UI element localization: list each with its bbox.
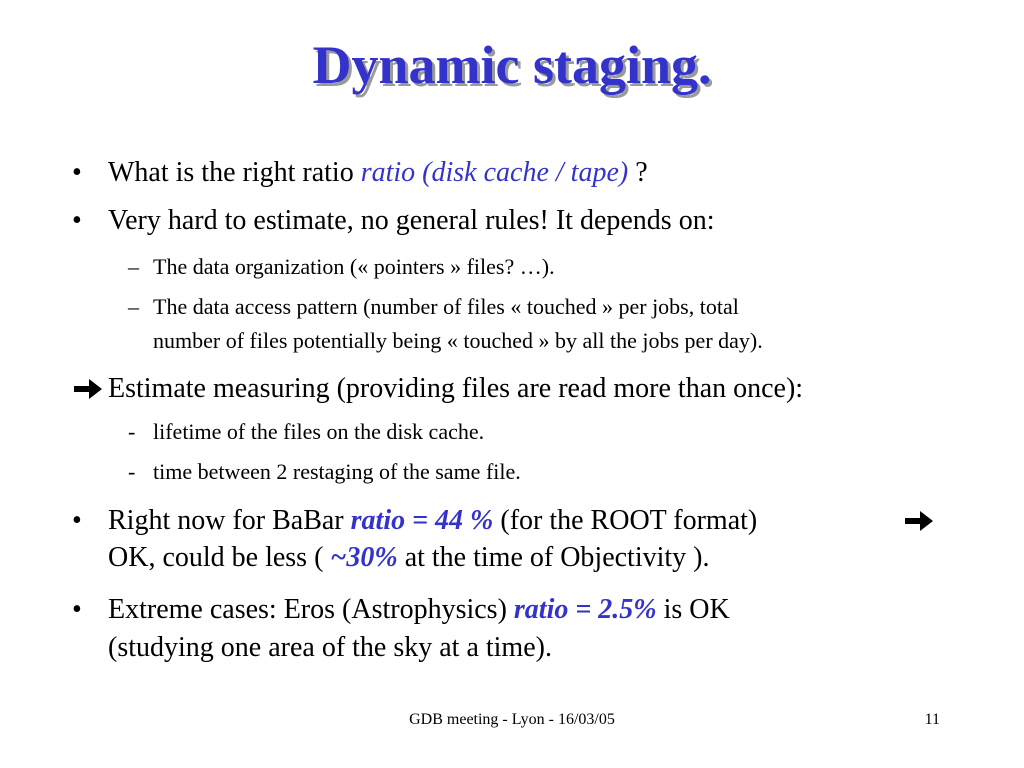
bullet-marker: • [72,594,82,625]
sub-bullet-marker: - [128,419,136,444]
page-number: 11 [924,711,940,728]
bullet-5-line-2: (studying one area of the sky at a time). [108,632,552,663]
bullet-2 [72,205,82,237]
bullet-4-line-2-tail: at the time of Objectivity ). [397,542,710,573]
bullet-1-text [108,157,648,189]
bullet-1-tail: ? [628,157,648,188]
sub-bullet-marker: - [128,459,136,484]
sub-bullet-2-2-line-2: number of files potentially being « touched » by all the jobs per day). [153,328,763,353]
bullet-3-text: Estimate measuring (providing files are read more than once): [108,373,804,404]
footer-text: GDB meeting - Lyon - 16/03/05 [409,711,615,728]
sub-bullet-3-1: lifetime of the files on the disk cache. [153,419,485,444]
bullet-4-mid: (for the ROOT format) [493,505,758,536]
bullet-marker: • [72,157,82,188]
bullet-5-emphasis: ratio = 2.5% [513,594,657,625]
bullet-2-text: Very hard to estimate, no general rules! It depends on: [108,205,715,236]
bullet-5-tail: is OK [656,594,730,625]
right-arrow-icon [905,510,933,532]
sub-bullet-3-2: time between 2 restaging of the same file. [153,459,521,484]
bullet-1-emphasis: ratio (disk cache / tape) [360,157,629,188]
bullet-4-line-2-lead: OK, could be less ( [108,542,331,573]
bullet-5-lead: Extreme cases: Eros (Astrophysics) [108,594,514,625]
right-arrow-icon [74,378,102,400]
bullet-4-lead: Right now for BaBar [108,505,351,536]
sub-bullet-marker: – [128,254,139,279]
sub-bullet-2-2-line-1: The data access pattern (number of files « touched » per jobs, total [153,294,739,319]
bullet-marker: • [72,205,82,236]
bullet-5-line-1 [108,594,730,626]
bullet-4-line-1 [108,505,757,537]
bullet-marker: • [72,505,82,536]
sub-bullet-marker: – [128,294,139,319]
bullet-4-line-2 [108,542,710,574]
slide-title: Dynamic staging. [312,35,712,95]
bullet-4-emphasis: ratio = 44 % [350,505,494,536]
bullet-5 [72,594,82,626]
bullet-4 [72,505,82,537]
bullet-4-line-2-emphasis: ~30% [330,542,398,573]
bullet-1-lead: What is the right ratio [108,157,361,188]
sub-bullet-2-1: The data organization (« pointers » files? …). [153,254,555,279]
bullet-1 [72,157,82,189]
